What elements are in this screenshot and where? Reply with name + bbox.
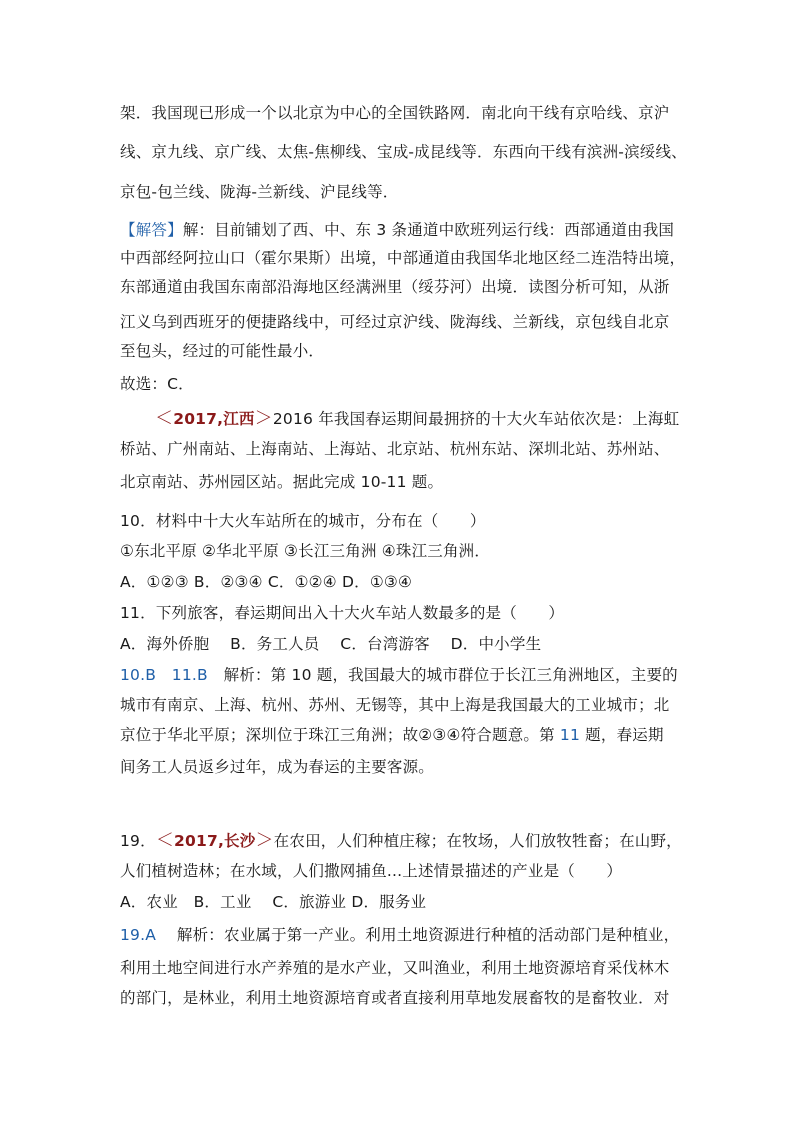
text-line: 江义乌到西班牙的便捷路线中，可经过京沪线、陇海线、兰新线，京包线自北京: [120, 313, 670, 331]
answer-paragraph-line: [120, 218, 674, 240]
analysis-answers: 10.B 11.B: [120, 666, 208, 684]
question-10-options: A．①②③ B．②③④ C．①②④ D．①③④: [120, 573, 413, 591]
analysis-line: [120, 923, 679, 945]
source-close-bracket: ＞: [254, 408, 273, 429]
text-line: 线、京九线、京广线、太焦-焦柳线、宝成-成昆线等．东西向干线有滨洲-滨绥线、: [120, 143, 687, 161]
analysis-text: 京位于华北平原；深圳位于珠江三角洲；故②③④符合题意。第: [120, 726, 560, 744]
source-tag: 2017,江西: [173, 410, 255, 428]
question-19-options: A．农业 B．工业 C．旅游业 D．服务业: [120, 893, 427, 911]
source-close-bracket: ＞: [255, 830, 274, 851]
analysis-text: 题，春运期: [580, 726, 664, 744]
text-line: 人们植树造林；在水域，人们撒网捕鱼...上述情景描述的产业是（ ）: [120, 862, 623, 880]
text-line: 中西部经阿拉山口（霍尔果斯）出境，中部通道由我国华北地区经二连浩特出境，: [120, 249, 686, 267]
answer-text: 解：目前铺划了西、中、东 3 条通道中欧班列运行线：西部通道由我国: [182, 221, 675, 239]
question-10-stem: 10．材料中十大火车站所在的城市，分布在（ ）: [120, 512, 486, 530]
question-text: 在农田，人们种植庄稼；在牧场，人们放牧牲畜；在山野，: [273, 832, 682, 850]
material-text: 2016 年我国春运期间最拥挤的十大火车站依次是：上海虹: [272, 410, 680, 428]
question-number: 19．: [120, 832, 156, 850]
text-line: 间务工人员返乡过年，成为春运的主要客源。: [120, 758, 435, 776]
analysis-answers: 19.A: [120, 926, 157, 944]
source-open-bracket: ＜: [155, 830, 175, 851]
text-line: 利用土地空间进行水产养殖的是水产业，又叫渔业，利用土地资源培育采伐林木: [120, 959, 670, 977]
analysis-line: [120, 663, 678, 685]
question-10-items: ①东北平原 ②华北平原 ③长江三角洲 ④珠江三角洲．: [120, 542, 491, 560]
question-11-options: A．海外侨胞 B．务工人员 C．台湾游客 D．中小学生: [120, 635, 542, 653]
answer-label: 【解答】: [120, 221, 183, 239]
text-line: 京包-包兰线、陇海-兰新线、沪昆线等．: [120, 183, 399, 201]
question-number-ref: 11: [559, 726, 581, 744]
text-line: 的部门，是林业，利用土地资源培育或者直接利用草地发展畜牧的是畜牧业．对: [120, 989, 670, 1007]
text-line: 东部通道由我国东南部沿海地区经满洲里（绥芬河）出境．读图分析可知，从浙: [120, 278, 670, 296]
text-line: 架．我国现已形成一个以北京为中心的全国铁路网．南北向干线有京哈线、京沪: [120, 104, 670, 122]
analysis-line: [120, 723, 664, 745]
text-line: 桥站、广州南站、上海南站、上海站、北京站、杭州东站、深圳北站、苏州站、: [120, 440, 670, 458]
analysis-text: 解析：农业属于第一产业。利用土地资源进行种植的活动部门是种植业，: [156, 926, 680, 944]
source-open-bracket: ＜: [155, 408, 174, 429]
question-19-stem: [120, 826, 682, 852]
source-tag: 2017,长沙: [174, 832, 256, 850]
answer-choice: 故选：C．: [120, 375, 194, 393]
text-line: 城市有南京、上海、杭州、苏州、无锡等，其中上海是我国最大的工业城市；北: [120, 696, 670, 714]
material-intro: [155, 404, 679, 430]
analysis-text: 解析：第 10 题，我国最大的城市群位于长江三角洲地区，主要的: [223, 666, 678, 684]
question-11-stem: 11．下列旅客，春运期间出入十大火车站人数最多的是（ ）: [120, 604, 565, 622]
text-line: 至包头，经过的可能性最小．: [120, 342, 325, 360]
text-line: 北京南站、苏州园区站。据此完成 10-11 题。: [120, 473, 444, 491]
